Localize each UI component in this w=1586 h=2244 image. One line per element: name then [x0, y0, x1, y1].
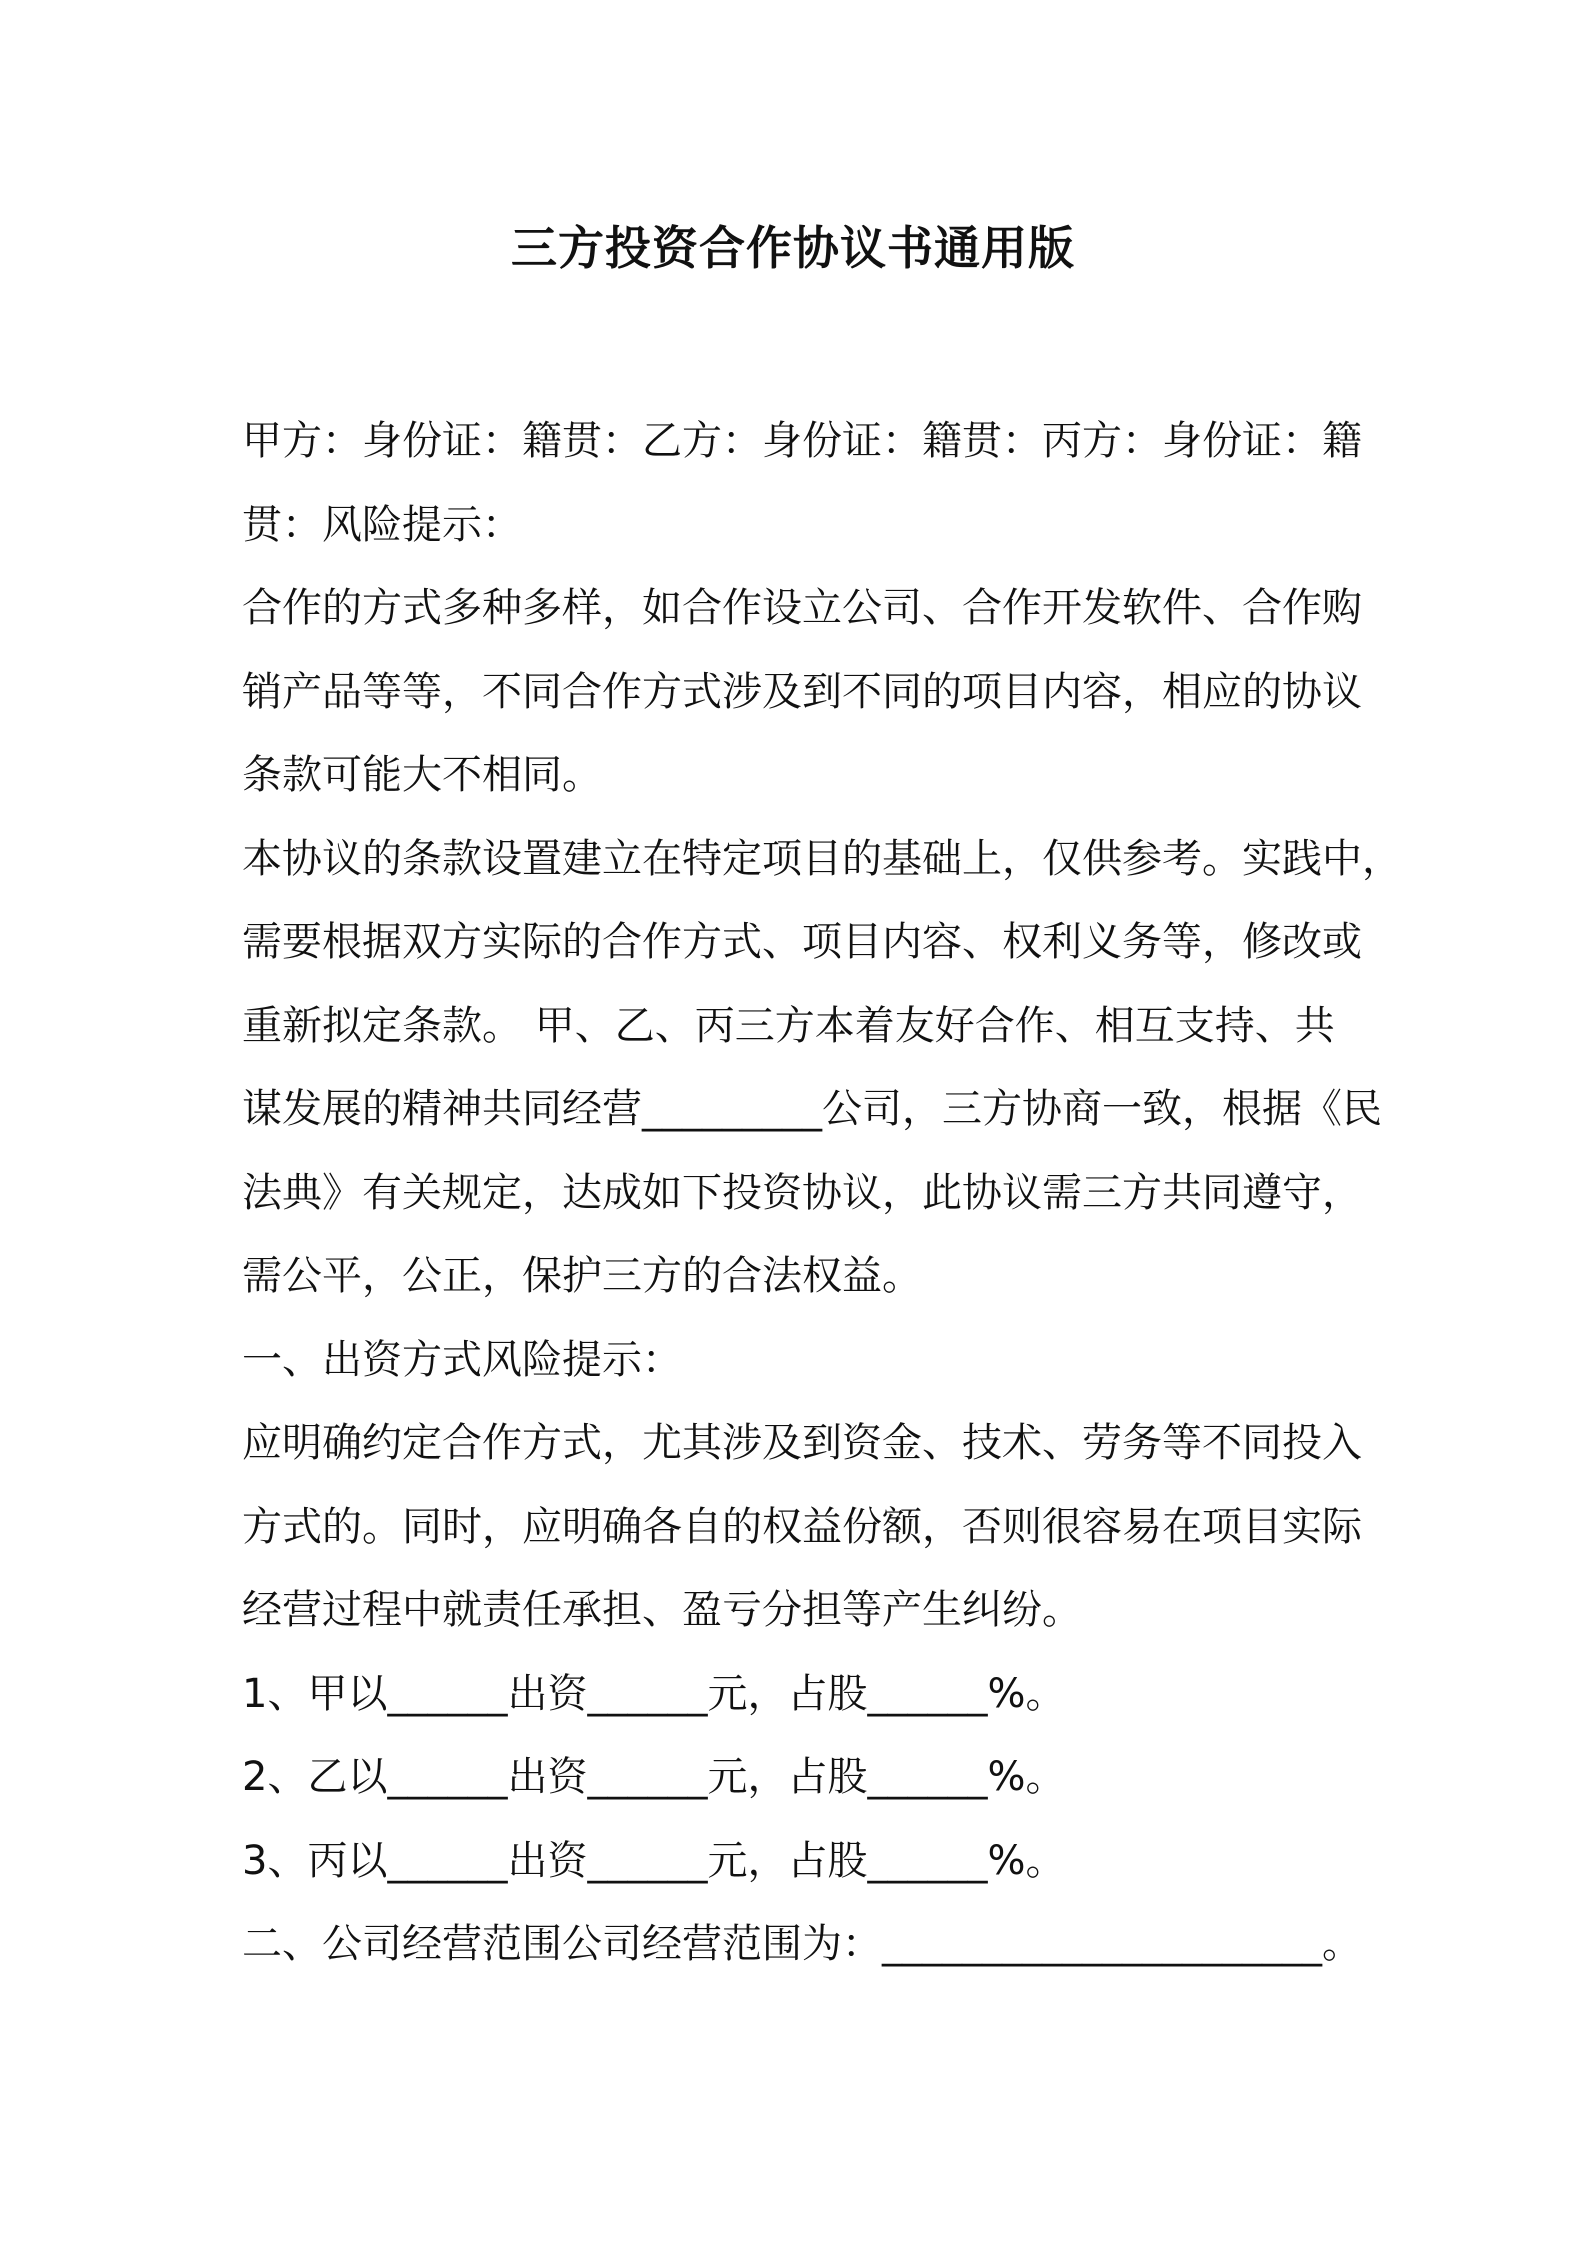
investment-risk-line-1: 应明确约定合作方式，尤其涉及到资金、技术、劳务等不同投入 — [242, 1420, 1362, 1466]
investment-risk-line-2: 方式的。同时，应明确各自的权益份额，否则很容易在项目实际 — [242, 1503, 1362, 1550]
preamble-line-2: 谋发展的精神共同经营_________公司，三方协商一致，根据《民 — [242, 1086, 1382, 1132]
preamble-line-4: 需公平，公正，保护三方的合法权益。 — [242, 1253, 922, 1299]
investment-risk-line-3: 经营过程中就责任承担、盈亏分担等产生纠纷。 — [242, 1587, 1082, 1633]
reference-note-line-2: 需要根据双方实际的合作方式、项目内容、权利义务等，修改或 — [242, 919, 1362, 965]
risk-note-line-3: 条款可能大不相同。 — [242, 752, 602, 798]
contribution-item-1: 1、甲以______出资______元，占股______%。 — [242, 1670, 1066, 1717]
contribution-item-2: 2、乙以______出资______元，占股______%。 — [242, 1754, 1066, 1800]
parties-line-1: 甲方：身份证：籍贯：乙方：身份证：籍贯：丙方：身份证：籍 — [242, 418, 1362, 464]
reference-note-line-1: 本协议的条款设置建立在特定项目的基础上，仅供参考。实践中， — [242, 835, 1402, 882]
preamble-line-3: 法典》有关规定，达成如下投资协议，此协议需三方共同遵守， — [242, 1169, 1362, 1216]
section-two-heading: 二、公司经营范围公司经营范围为：______________________。 — [242, 1921, 1362, 1967]
contribution-item-3: 3、丙以______出资______元，占股______%。 — [242, 1837, 1066, 1884]
parties-line-2: 贯：风险提示： — [242, 501, 522, 548]
document-body — [242, 400, 1402, 1987]
preamble-line-1: 重新拟定条款。 甲、乙、丙三方本着友好合作、相互支持、共 — [242, 1002, 1335, 1049]
risk-note-line-2: 销产品等等，不同合作方式涉及到不同的项目内容，相应的协议 — [242, 668, 1362, 715]
section-one-heading: 一、出资方式风险提示： — [242, 1336, 682, 1383]
risk-note-line-1: 合作的方式多种多样，如合作设立公司、合作开发软件、合作购 — [242, 585, 1362, 631]
document-title: 三方投资合作协议书通用版 — [511, 221, 1075, 275]
